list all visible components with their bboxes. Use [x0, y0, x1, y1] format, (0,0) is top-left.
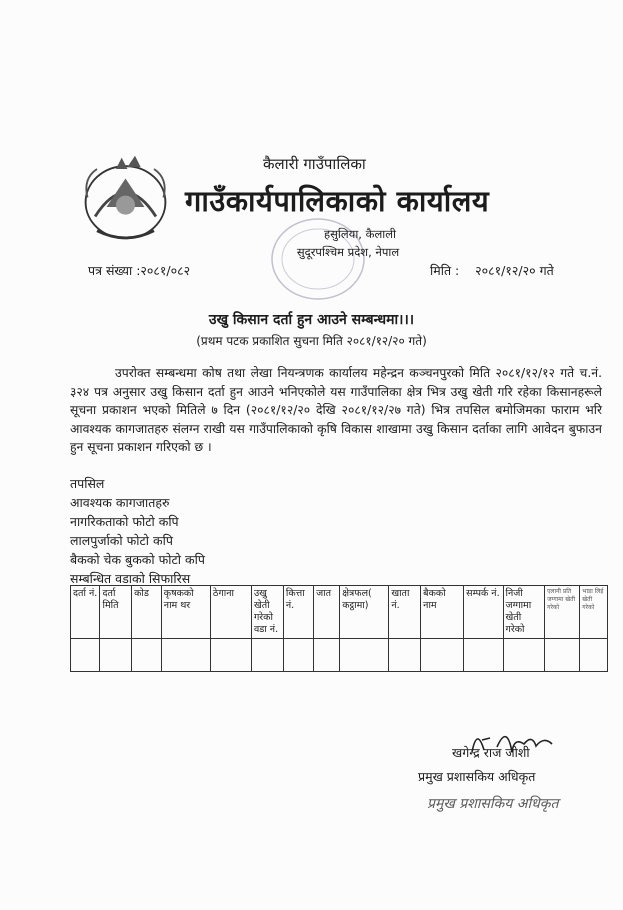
tapsil-heading: तपसिल [70, 476, 105, 491]
tapsil-item: आवश्यक कागजातहरु [70, 495, 170, 510]
table-header-row [71, 586, 608, 639]
registration-form-table [70, 585, 608, 672]
table-cell [132, 639, 162, 672]
address-line2: सुदूरपश्चिम प्रदेश, नेपाल [296, 245, 400, 259]
table-cell [464, 639, 503, 672]
office-title: गाउँकार्यपालिकाको कार्यालय [185, 184, 490, 218]
table-header-cell: ठेगाना [210, 586, 251, 639]
tapsil-item: सम्बन्धित वडाको सिफारिस [70, 571, 191, 586]
table-cell [421, 639, 464, 672]
table-header-cell: भाडा लिई खेती गरेको [580, 586, 608, 639]
table-header-cell: उखु खेती गरेको वडा नं. [251, 586, 283, 639]
table-cell [283, 639, 313, 672]
table-header-cell: कृषकको नाम थर [161, 586, 210, 639]
table-header-cell: क्षेत्रफल( कट्ठामा) [340, 586, 389, 639]
table-cell [389, 639, 421, 672]
table-cell [71, 639, 100, 672]
date-line [430, 262, 554, 279]
table-row [71, 639, 608, 672]
table-cell [210, 639, 251, 672]
table-header-cell: एलानी प्रति जग्गामा खेती गरेको [545, 586, 580, 639]
subject-title: उखु किसान दर्ता हुन आउने सम्बन्धमा।।। [208, 312, 415, 328]
date-value: २०८१/१२/२० गते [475, 263, 554, 278]
tapsil-item: लालपुर्जाको फोटो कपि [70, 533, 173, 548]
date-label: मिति : [430, 263, 460, 278]
tapsil-item: नागरिकताको फोटो कपि [70, 514, 179, 529]
signer-title: प्रमुख प्रशासकिय अधिकृत [418, 769, 536, 784]
table-cell [314, 639, 340, 672]
table-header-cell: दर्ता मिति [100, 586, 132, 639]
table-cell [545, 639, 580, 672]
table-header-cell: खाता नं. [389, 586, 421, 639]
table-cell [580, 639, 608, 672]
table-header-cell: कोड [132, 586, 162, 639]
signer-name: खगेन्द्र राज जोशी [452, 745, 530, 760]
table-header-cell: जात [314, 586, 340, 639]
nepal-emblem-icon [78, 150, 173, 245]
table-cell [100, 639, 132, 672]
address-line1: हसुलिया, कैलाली [324, 227, 396, 241]
table-cell [251, 639, 283, 672]
table-cell [503, 639, 545, 672]
table-header-cell: सम्पर्क नं. [464, 586, 503, 639]
subject-note: (प्रथम पटक प्रकाशित सुचना मिति २०८१/१२/२० गते) [196, 334, 427, 348]
table-header-cell: निजी जग्गामा खेती गरेको [503, 586, 545, 639]
official-stamp-text: प्रमुख प्रशासकिय अधिकृत [427, 796, 559, 812]
table-cell [161, 639, 210, 672]
tapsil-item: बैकको चेक बुकको फोटो कपि [70, 552, 205, 567]
table-cell [340, 639, 389, 672]
table-header-cell: बैकको नाम [421, 586, 464, 639]
tapsil-section [70, 474, 205, 588]
reference-number: पत्र संख्या :२०८१/०८२ [88, 263, 191, 278]
municipality-name: कैलारी गाउँपालिका [263, 155, 366, 173]
notice-body: उपरोक्त सम्बन्धमा कोष तथा लेखा नियन्त्रणक कार्यालय महेन्द्रन कञ्चनपुरको मिति २०८१/१२/१२ गते च.नं. ३२४ पत्र अनुसार उखु किसान दर्ता हुन आउने भनिएकोले यस गाउँपालिका क्षेत्र भित्र उखु खेती गरि रहेका किसानहरूले सूचना प्रकाशन भएको मितिले ७ दिन (२०८१/१२/२० देखि २०८१/१२/२७ गते) भित्र तपसिल बमोजिमका फाराम भरि आवश्यक कागजातहरु संलग्न राखी यस गाउँपालिकाको कृषि विकास शाखामा उखु किसान दर्ताका लागि आवेदन बुफाउन हुन सूचना प्रकाशन गरिएको छ । [70, 366, 602, 454]
table-header-cell: कित्ता नं. [283, 586, 313, 639]
table-header-cell: दर्ता नं. [71, 586, 100, 639]
